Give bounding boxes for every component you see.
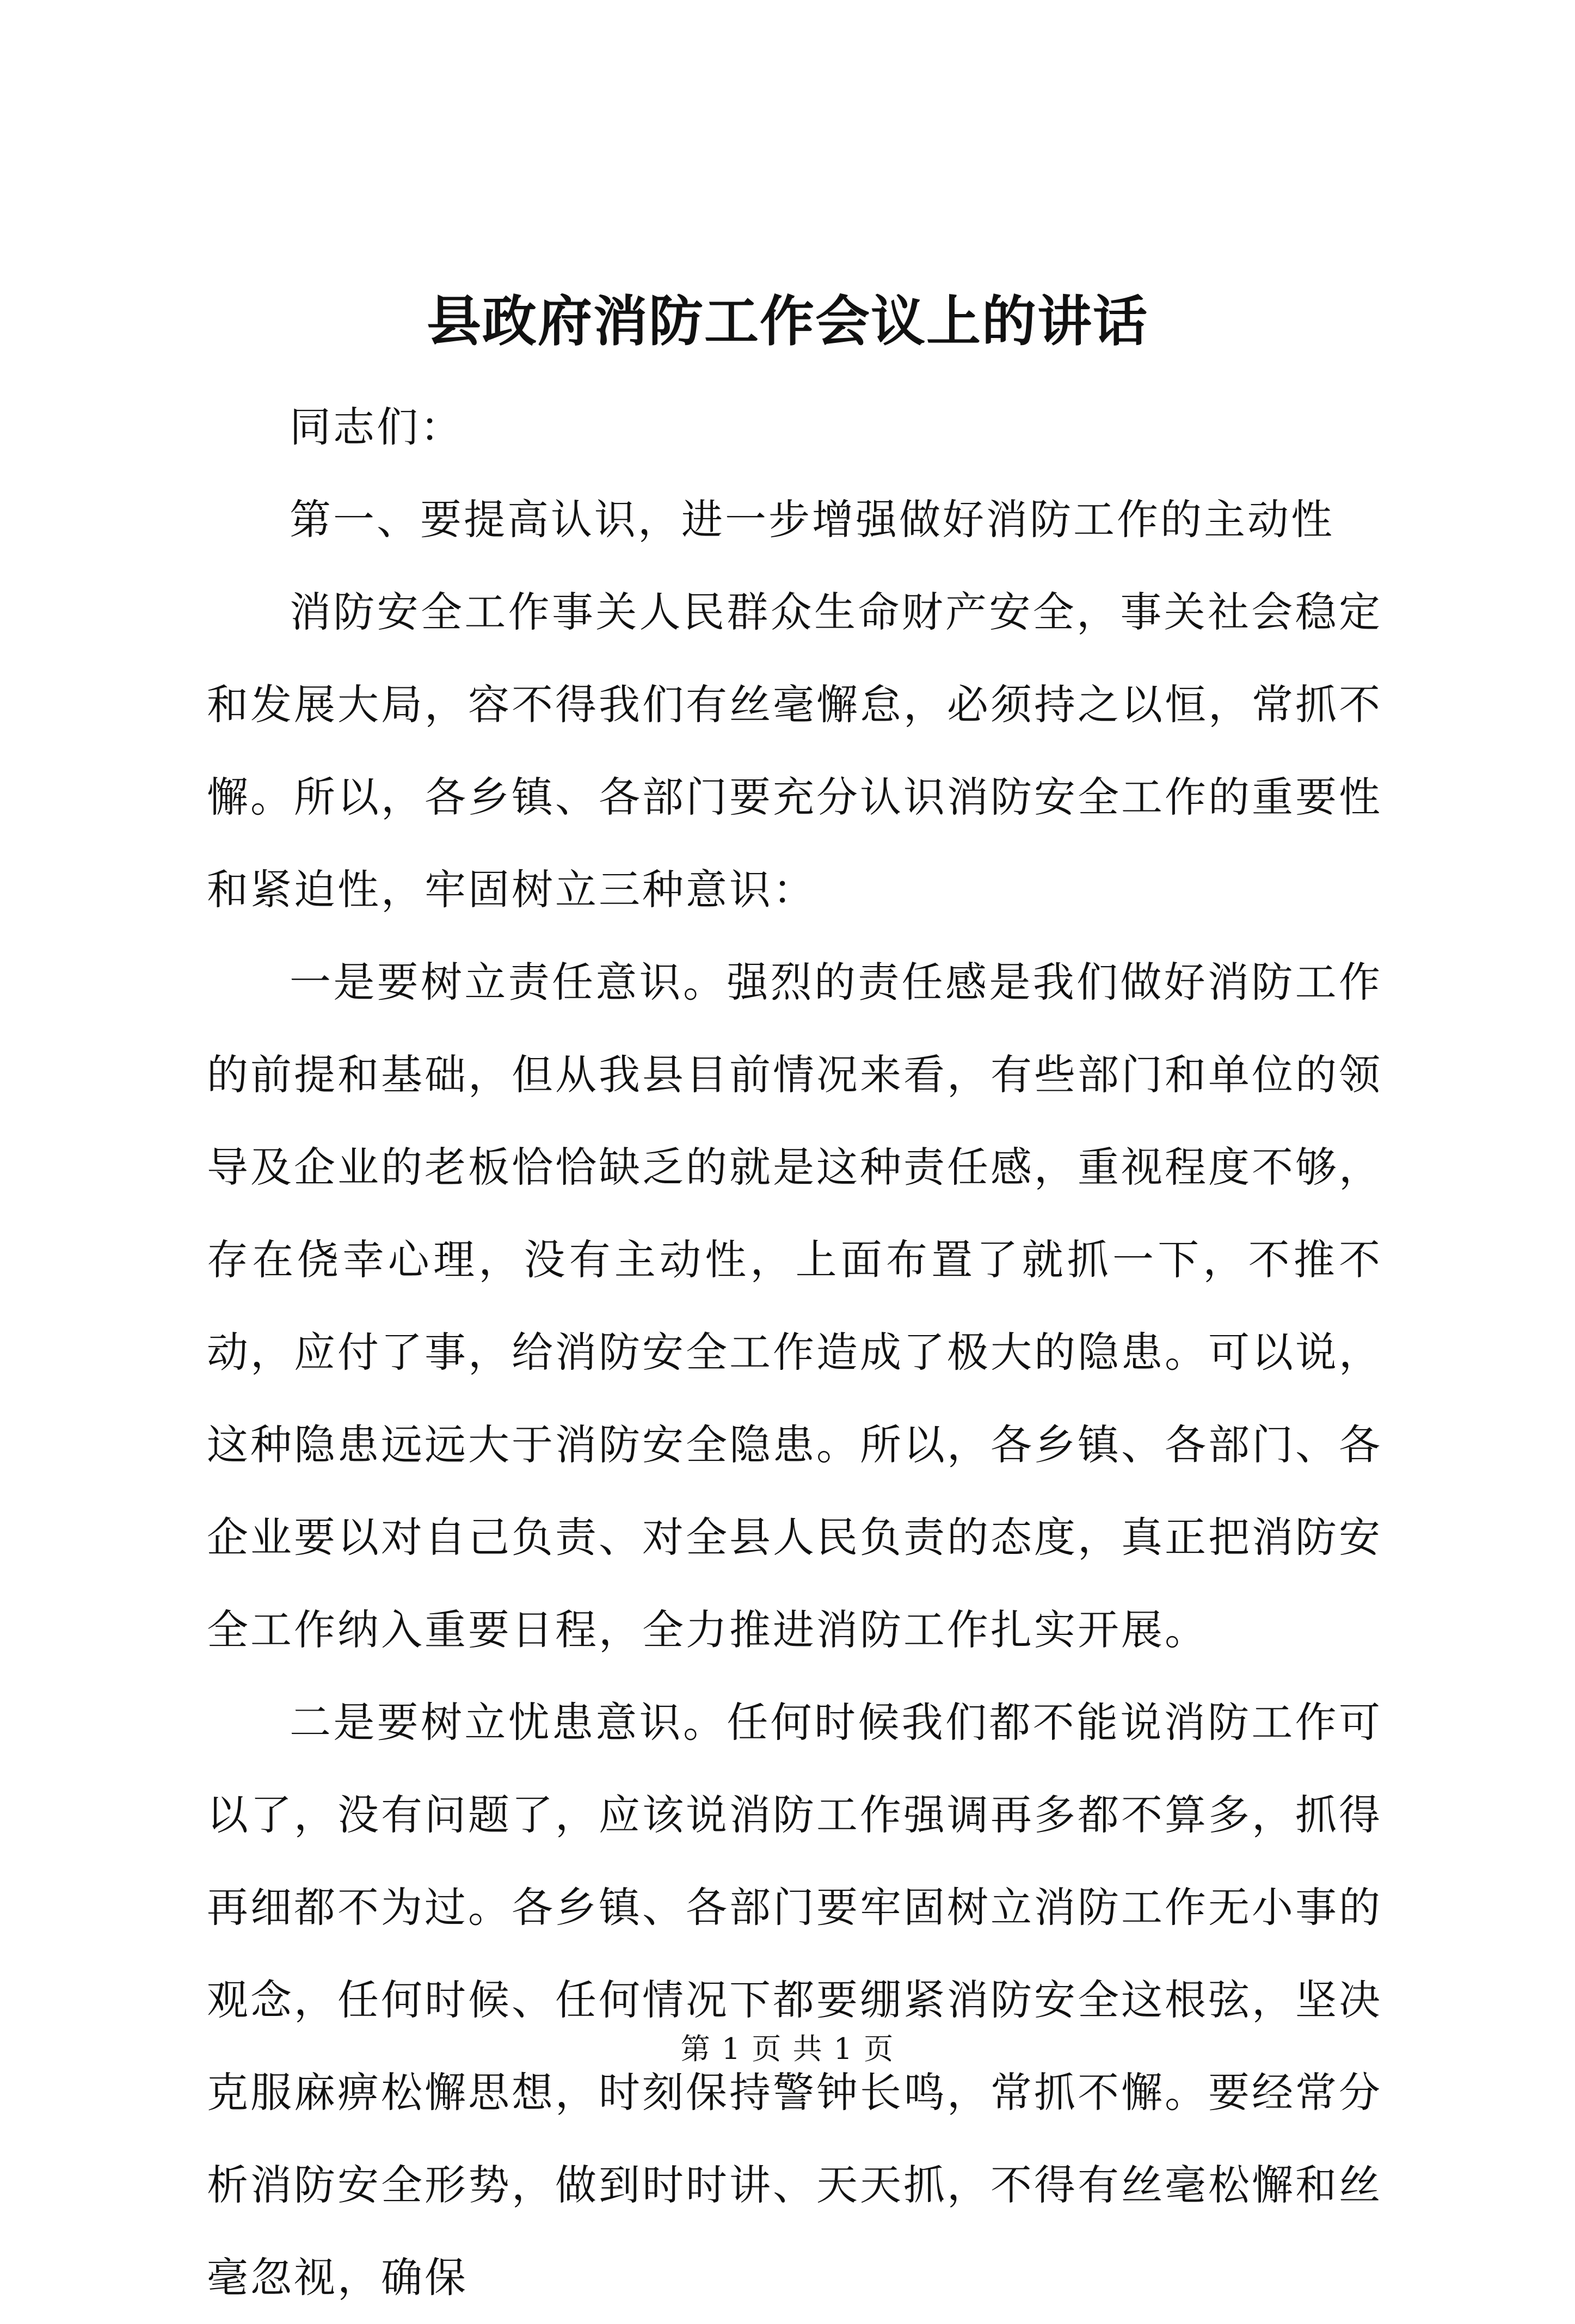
- body-paragraph: 一是要树立责任意识。强烈的责任感是我们做好消防工作的前提和基础，但从我县目前情况来看，有些部门和单位的领导及企业的老板恰恰缺乏的就是这种责任感，重视程度不够，存在侥幸心理，没有主动性，上面布置了就抓一下，不推不动，应付了事，给消防安全工作造成了极大的隐患。可以说，这种隐患远远大于消防安全隐患。所以，各乡镇、各部门、各企业要以对自己负责、对全县人民负责的态度，真正把消防安全工作纳入重要日程，全力推进消防工作扎实开展。: [207, 958, 1382, 1654]
- body-paragraph: 二是要树立忧患意识。任何时候我们都不能说消防工作可以了，没有问题了，应该说消防工作强调再多都不算多，抓得再细都不为过。各乡镇、各部门要牢固树立消防工作无小事的观念，任何时候、任何情况下都要绷紧消防安全这根弦，坚决克服麻痹松懈思想，时刻保持警钟长鸣，常抓不懈。要经常分析消防安全形势，做到时时讲、天天抓，不得有丝毫松懈和丝毫忽视，确保: [207, 1698, 1382, 2302]
- body-paragraph: 消防安全工作事关人民群众生命财产安全，事关社会稳定和发展大局，容不得我们有丝毫懈怠，必须持之以恒，常抓不懈。所以，各乡镇、各部门要充分认识消防安全工作的重要性和紧迫性，牢固树立三种意识：: [207, 588, 1382, 914]
- salutation-paragraph: 同志们：: [290, 403, 464, 451]
- document-title: 县政府消防工作会议上的讲话: [427, 289, 1148, 353]
- page-footer: 第 1 页 共 1 页: [680, 2032, 895, 2066]
- section-heading-paragraph: 第一、要提高认识，进一步增强做好消防工作的主动性: [290, 495, 1334, 544]
